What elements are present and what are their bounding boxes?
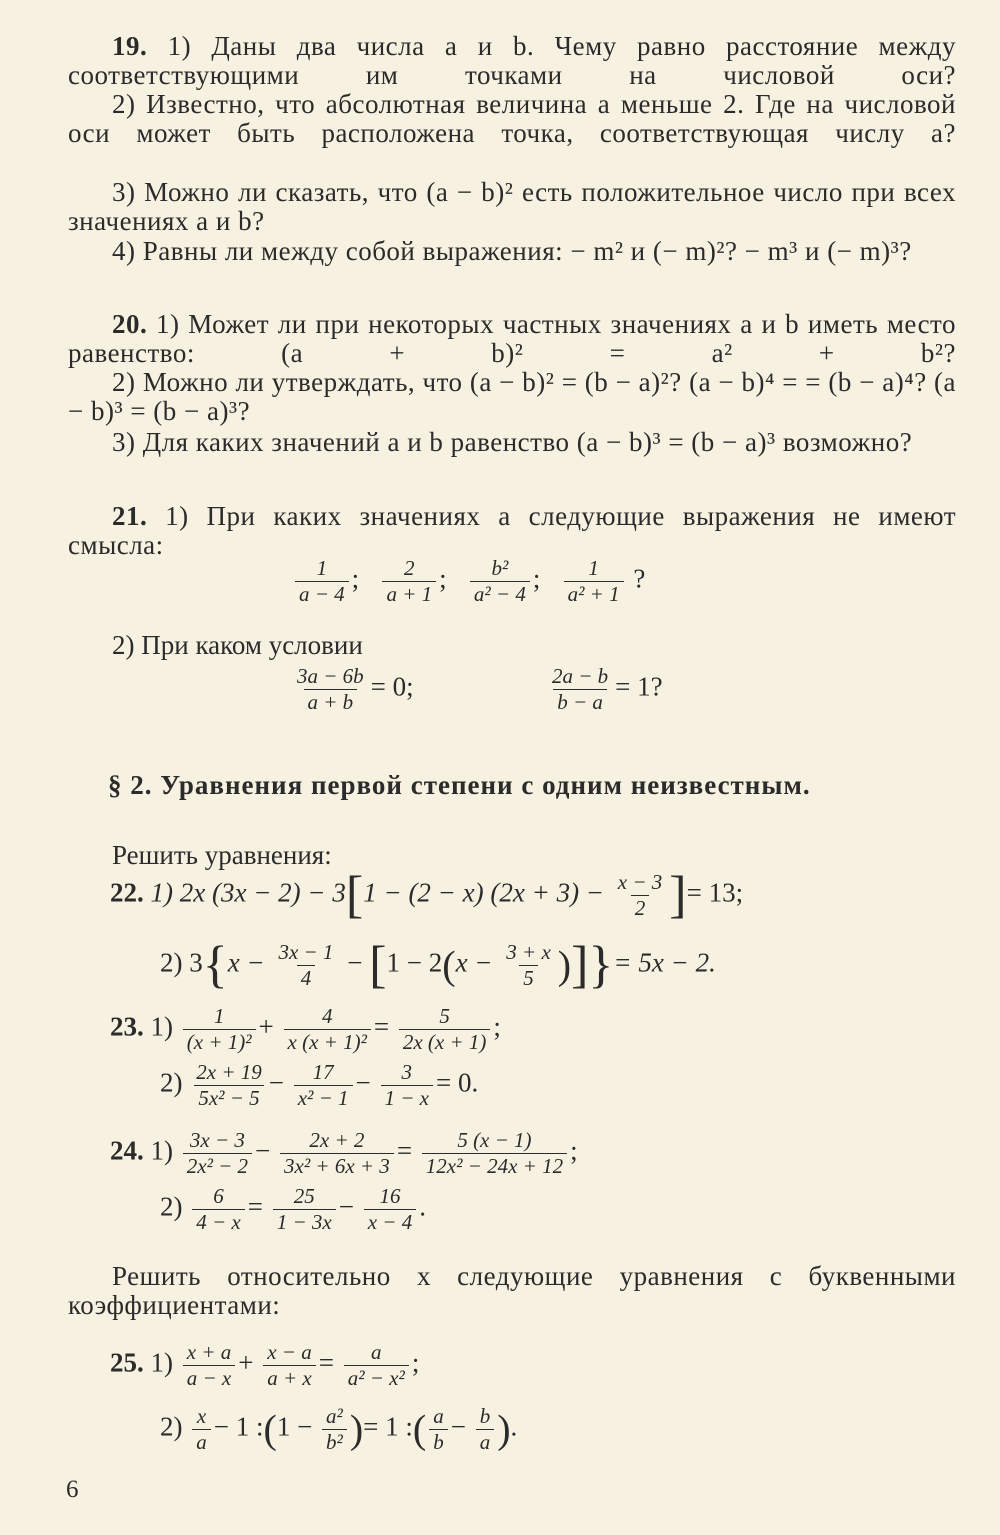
- fraction: $\frac{1}{a - 4}$: [295, 556, 349, 607]
- condition-equation-1: $\frac{3a - 6b}{a + b}$ = 0;: [290, 664, 414, 715]
- instruction-solve-x: Решить относительно x следующие уравнения с буквенными коэффициентами:: [68, 1261, 956, 1320]
- problem-number: 23.: [110, 1011, 144, 1042]
- problem-number: 24.: [110, 1135, 144, 1166]
- problem-25-eq-1: 25. 1) $\frac{x + a}{a - x}$ + $\frac{x - a}{a + x}$ = $\frac{a}{\text{a² − x²}}$ ;: [110, 1340, 420, 1390]
- problem-number: 21.: [112, 501, 148, 531]
- problem-20-part-1: [68, 310, 956, 368]
- problem-22-eq-2: 2) 3{x − $\frac{3x - 1}{4}$ − [1 − 2(x − $\frac{3 + x}{5}$ )]}= 5x − 2.: [160, 936, 716, 994]
- problem-24-eq-2: 2) $\frac{6}{4 - x}$ = $\frac{25}{1 - 3x}$ − $\frac{16}{x - 4}$ .: [160, 1184, 426, 1234]
- fractions-row: $\frac{1}{a - 4}$ ; $\frac{2}{a + 1}$ ; $\frac{\text{b²}}{\text{a² − 4}}$ ; $\frac{1}{\text{a² + 1}}$ ?: [292, 556, 645, 607]
- problem-23-eq-2: 2) $\frac{2x + 19}{\text{5x² − 5}}$ − $\frac{17}{\text{x² − 1}}$ − $\frac{3}{1 - x}$ = 0.: [160, 1060, 479, 1110]
- fraction: $\frac{3a - 6b}{a + b}$: [297, 664, 364, 714]
- fraction: $\frac{2}{a + 1}$: [382, 556, 436, 607]
- problem-21-part-2: 2) При каком условии: [112, 630, 363, 660]
- section-heading: § 2. Уравнения первой степени с одним неизвестным.: [108, 770, 811, 800]
- fraction: $\frac{1}{\text{a² + 1}}$: [564, 556, 624, 607]
- problem-text: 1) При каких значениях a следующие выражения не имеют смысла:: [68, 501, 957, 560]
- fraction: $\frac{\text{b²}}{\text{a² − 4}}$: [470, 556, 530, 607]
- fraction: $\frac{2a - b}{b - a}$: [552, 664, 609, 714]
- problem-20-part-3: 3) Для каких значений a и b равенство (a − b)³ = (b − a)³ возможно?: [112, 427, 913, 457]
- problem-19-part-1: [68, 32, 956, 90]
- problem-19-part-3: 3) Можно ли сказать, что (a − b)² есть положительное число при всех значениях a и b?: [68, 177, 956, 236]
- question-mark: ?: [633, 563, 646, 594]
- problem-19-part-4: 4) Равны ли между собой выражения: − m² и (− m)²? − m³ и (− m)³?: [112, 236, 912, 266]
- page-number: 6: [66, 1476, 79, 1503]
- problem-text: 1) Даны два числа a и b. Чему равно расстояние между соответствующими им точками на числовой оси?: [68, 31, 956, 90]
- problem-number: 19.: [112, 31, 148, 61]
- condition-equation-2: $\frac{2a - b}{b - a}$ = 1?: [545, 664, 663, 715]
- problem-19-part-2: 2) Известно, что абсолютная величина a меньше 2. Где на числовой оси может быть расположена точка, соответствующая числу a?: [68, 89, 956, 148]
- problem-number: 25.: [110, 1347, 144, 1378]
- problem-number: 22.: [110, 877, 144, 908]
- problem-23-eq-1: 23. 1) $\frac{1}{\text{(x + 1)²}}$ + $\frac{4}{\text{x (x + 1)²}}$ = $\frac{5}{2x (x + 1)}$ ;: [110, 1004, 501, 1054]
- problem-25-eq-2: 2) $\frac{x}{a}$ − 1 :(1 − $\frac{\text{a²}}{\text{b²}}$ )= 1 :( $\frac{a}{b}$ − $\frac{b}{a}$ ).: [160, 1404, 518, 1454]
- problem-20-part-2: 2) Можно ли утверждать, что (a − b)² = (b − a)²? (a − b)⁴ = = (b − a)⁴? (a − b)³ = (b − a)³?: [68, 367, 956, 426]
- problem-21-part-1: [68, 502, 956, 560]
- problem-24-eq-1: 24. 1) $\frac{3x - 3}{\text{2x² − 2}}$ − $\frac{2x + 2}{\text{3x² + 6x + 3}}$ = $\frac{5 (x - 1)}{\text{12x² − 24x + 12}}$ ;: [110, 1128, 578, 1178]
- problem-22-eq-1: 22. 1) 2x (3x − 2) − 3[1 − (2 − x) (2x + 3) − $\frac{x - 3}{2}$ ]= 13;: [110, 866, 744, 924]
- problem-number: 20.: [112, 309, 148, 339]
- problem-text: 1) Может ли при некоторых частных значениях a и b иметь место равенство: (a + b)² = a² + b²?: [68, 309, 957, 368]
- instruction-solve: Решить уравнения:: [112, 840, 332, 870]
